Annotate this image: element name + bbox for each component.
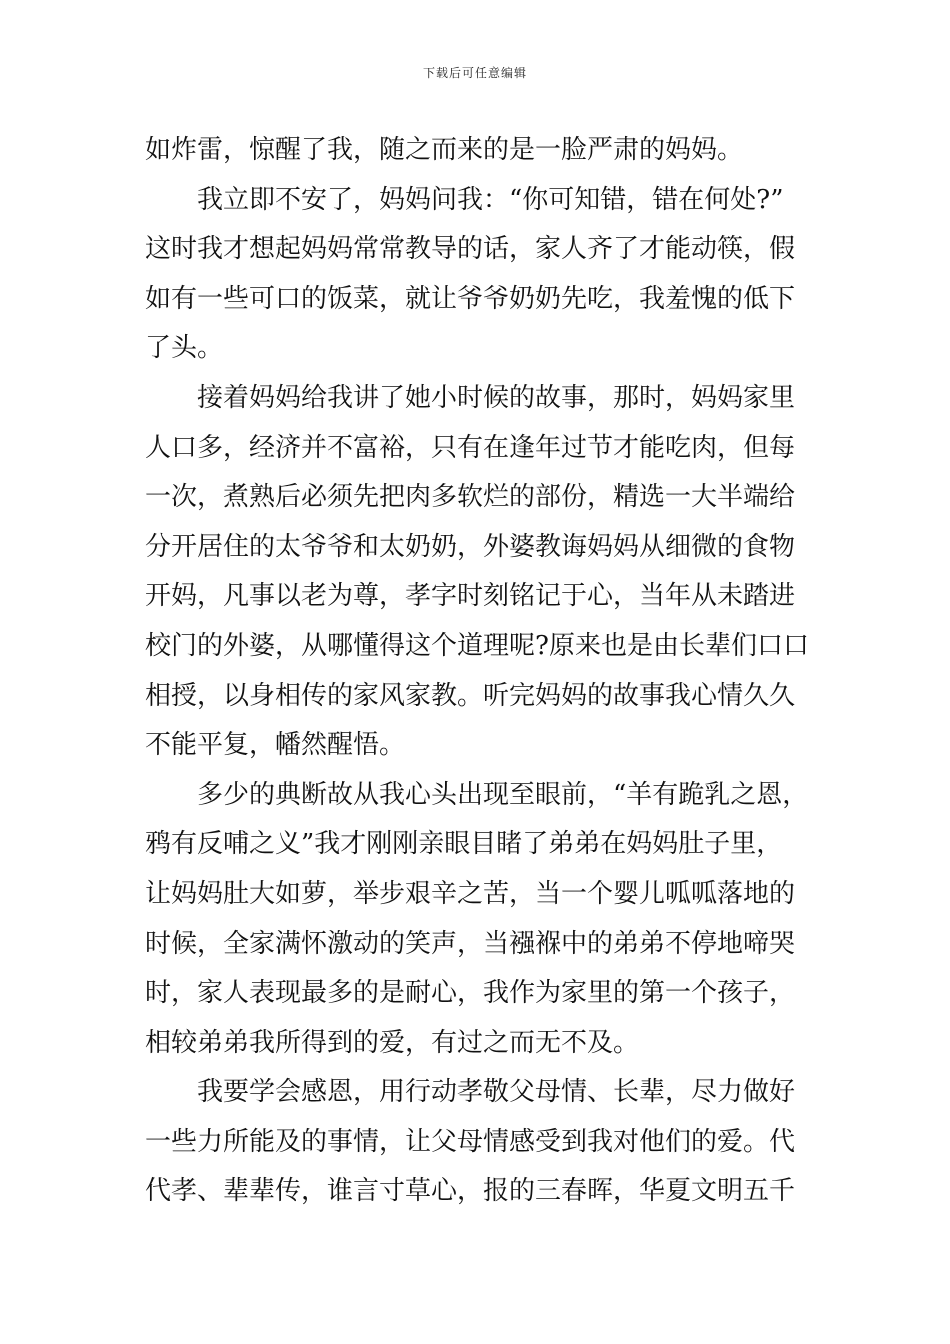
text-line: 开妈，凡事以老为尊，孝字时刻铭记于心，当年从未踏进 bbox=[145, 581, 796, 612]
text-line: 相授，以身相传的家风家教。听完妈妈的故事我心情久久 bbox=[145, 680, 796, 711]
text-line: 不能平复，幡然醒悟。 bbox=[145, 730, 406, 761]
text-line: 如有一些可口的饭菜，就让爷爷奶奶先吃，我羞愧的低下 bbox=[145, 283, 796, 314]
text-line: 代孝、辈辈传，谁言寸草心，报的三春晖，华夏文明五千 bbox=[145, 1176, 796, 1207]
text-line: 这时我才想起妈妈常常教导的话，家人齐了才能动筷，假 bbox=[145, 234, 796, 265]
text-line: 时候，全家满怀激动的笑声，当襁褓中的弟弟不停地啼哭 bbox=[145, 928, 796, 959]
page-header-note: 下载后可任意编辑 bbox=[422, 66, 527, 80]
text-line: 让妈妈肚大如萝，举步艰辛之苦，当一个婴儿呱呱落地的 bbox=[145, 878, 796, 909]
text-line: 了头。 bbox=[145, 333, 224, 364]
text-line: 时，家人表现最多的是耐心，我作为家里的第一个孩子， bbox=[145, 978, 796, 1009]
paragraph-start-line: 接着妈妈给我讲了她小时候的故事，那时，妈妈家里 bbox=[197, 382, 796, 413]
text-line: 一次，煮熟后必须先把肉多软烂的部份，精选一大半端给 bbox=[145, 482, 796, 513]
text-line: 如炸雷，惊醒了我，随之而来的是一脸严肃的妈妈。 bbox=[145, 135, 744, 165]
paragraph-start-line: 多少的典断故从我心头出现至眼前，“羊有跪乳之恩， bbox=[197, 779, 809, 810]
text-line: 分开居住的太爷爷和太奶奶，外婆教诲妈妈从细微的食物 bbox=[145, 531, 796, 562]
text-line: 人口多，经济并不富裕，只有在逢年过节才能吃肉，但每 bbox=[145, 432, 796, 463]
document-body bbox=[145, 126, 810, 1217]
paragraph-start-line: 我立即不安了，妈妈问我：“你可知错，错在何处?” bbox=[197, 184, 784, 215]
paragraph-start-line: 我要学会感恩，用行动孝敬父母情、长辈，尽力做好 bbox=[197, 1077, 796, 1108]
text-line: 一些力所能及的事情，让父母情感受到我对他们的爱。代 bbox=[145, 1126, 796, 1157]
text-line: 校门的外婆，从哪懂得这个道理呢?原来也是由长辈们口口 bbox=[145, 630, 809, 661]
text-line: 相较弟弟我所得到的爱，有过之而无不及。 bbox=[145, 1027, 640, 1058]
text-line: 鸦有反哺之义”我才刚刚亲眼目睹了弟弟在妈妈肚子里， bbox=[145, 829, 783, 860]
